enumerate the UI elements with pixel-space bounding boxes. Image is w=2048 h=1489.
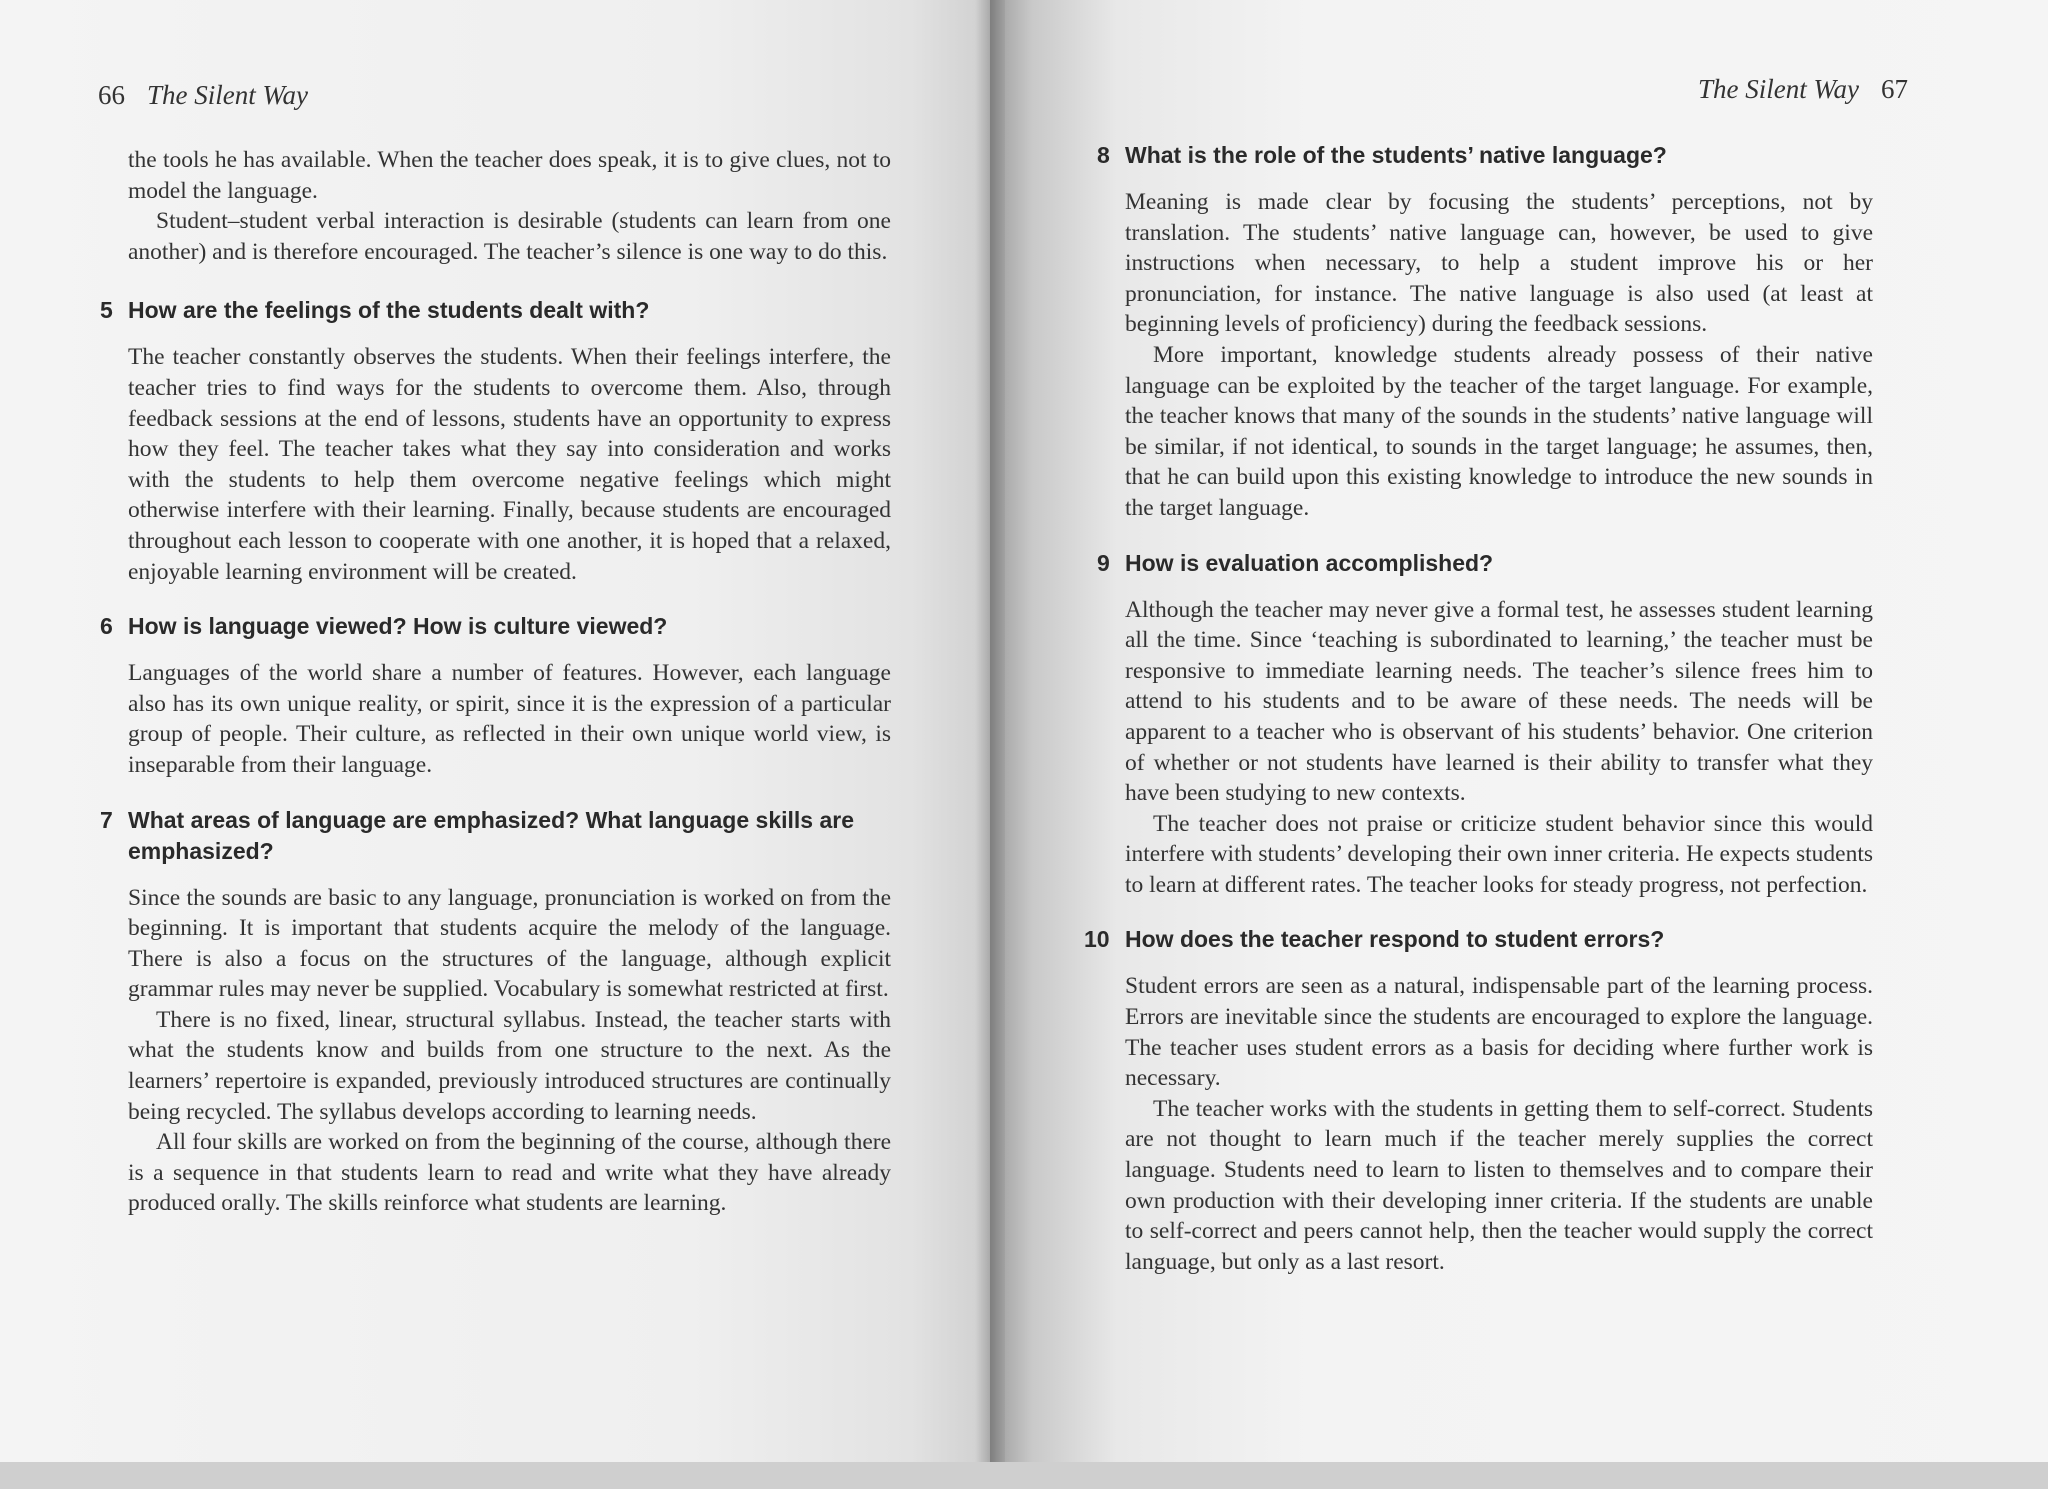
paragraph: The teacher works with the students in getting them to self-correct. Students are not thought to learn much if the teacher merely supplies the correct language. Students need to learn to listen to themselves and to compare their own production with their developing inner criteria. If the students are unable to self-correct and peers cannot help, then the teacher would supply the correct language, but only as a last resort. (1125, 1095, 1873, 1275)
question-heading (100, 611, 891, 642)
left-page (0, 0, 990, 1489)
question-title: How are the feelings of the students dealt with? (128, 297, 650, 324)
question-heading (1097, 548, 1873, 579)
paragraph: Student–student verbal interaction is desirable (students can learn from one another) and is therefore encouraged. The teacher’s silence is one way to do this. (128, 208, 891, 265)
right-page-number: 67 (1881, 74, 1908, 104)
question-heading (1097, 140, 1873, 171)
paragraph: The teacher constantly observes the students. When their feelings interfere, the teacher tries to find ways for the students to overcome them. Also, through feedback sessions at the end of lessons, students have an opportunity to express how they feel. The teacher takes what they say into consideration and works with the students to help them overcome negative feelings which might otherwise interfere with their learning. Finally, because students are encouraged throughout each lesson to cooperate with one another, it is hoped that a relaxed, enjoyable learning environment will be created. (128, 344, 891, 585)
paragraph: the tools he has available. When the teacher does speak, it is to give clues, not to model the language. (128, 147, 891, 204)
question-number: 6 (100, 613, 113, 640)
question-number: 9 (1097, 549, 1110, 576)
question-title: How does the teacher respond to student errors? (1125, 926, 1665, 953)
left-running-head (98, 80, 308, 111)
paragraph: All four skills are worked on from the beginning of the course, although there is a sequence in that students learn to read and write what they have already produced orally. The skills reinforce what students are learning. (128, 1129, 891, 1217)
paragraph: Although the teacher may never give a formal test, he assesses student learning all the time. Since ‘teaching is subordinated to learning,’ the teacher must be responsive to immediate learning needs. The teacher’s silence frees him to attend to his students and to be aware of these needs. The needs will be apparent to a teacher who is observant of his students’ behavior. One criterion of whether or not students have learned is their ability to transfer what they have been studying to new contexts. (1125, 596, 1873, 807)
paragraph: Student errors are seen as a natural, indispensable part of the learning process. Errors are inevitable since the students are encouraged to explore the language. The teacher uses student errors as a basis for deciding where further work is necessary. (1125, 973, 1873, 1092)
right-text-column (1084, 140, 1873, 1277)
question-number: 10 (1084, 926, 1110, 953)
paragraph: Languages of the world share a number of features. However, each language also has its own unique reality, or spirit, since it is the expression of a particular group of people. Their culture, as reflected in their own unique world view, is inseparable from their language. (128, 660, 891, 778)
question-heading (100, 295, 891, 326)
question-title: What areas of language are emphasized? What language skills are emphasized? (128, 806, 854, 864)
question-heading (1084, 924, 1873, 955)
left-running-title: The Silent Way (147, 80, 308, 110)
question-title: What is the role of the students’ native language? (1125, 142, 1667, 168)
right-running-title: The Silent Way (1698, 74, 1859, 104)
paragraph: Meaning is made clear by focusing the students’ perceptions, not by translation. The students’ native language can, however, be used to give instructions when necessary, to help a student improve his or her pronunciation, for instance. The native language is also used (at least at beginning levels of proficiency) during the feedback sessions. (1125, 189, 1873, 338)
question-title: How is evaluation accomplished? (1125, 549, 1494, 576)
book-gutter (975, 0, 1005, 1489)
paragraph: Since the sounds are basic to any language, pronunciation is worked on from the beginning. It is important that students acquire the melody of the language. There is also a focus on the structures of the language, although explicit grammar rules may never be supplied. Vocabulary is somewhat restricted at first. (128, 884, 891, 1003)
left-text-column (100, 145, 891, 1219)
paragraph: There is no fixed, linear, structural syllabus. Instead, the teacher starts with what the students know and builds from one structure to the next. As the learners’ repertoire is expanded, previously introduced structures are continually being recycled. The syllabus develops according to learning needs. (128, 1006, 891, 1125)
paragraph: More important, knowledge students already possess of their native language can be exploited by the teacher of the target language. For example, the teacher knows that many of the sounds in the students’ native language will be similar, if not identical, to sounds in the target language; he assumes, then, that he can build upon this existing knowledge to introduce the new sounds in the target language. (1125, 341, 1873, 521)
scan-bottom-edge (0, 1462, 2048, 1489)
right-running-head (1698, 74, 1908, 105)
question-heading (100, 805, 891, 867)
paragraph: The teacher does not praise or criticize student behavior since this would interfere with students’ developing their own inner criteria. He expects students to learn at different rates. The teacher looks for steady progress, not perfection. (1125, 810, 1873, 898)
question-number: 8 (1097, 142, 1110, 168)
question-number: 5 (100, 297, 113, 324)
question-number: 7 (100, 806, 113, 833)
question-title: How is language viewed? How is culture viewed? (128, 613, 668, 640)
left-page-number: 66 (98, 80, 125, 110)
